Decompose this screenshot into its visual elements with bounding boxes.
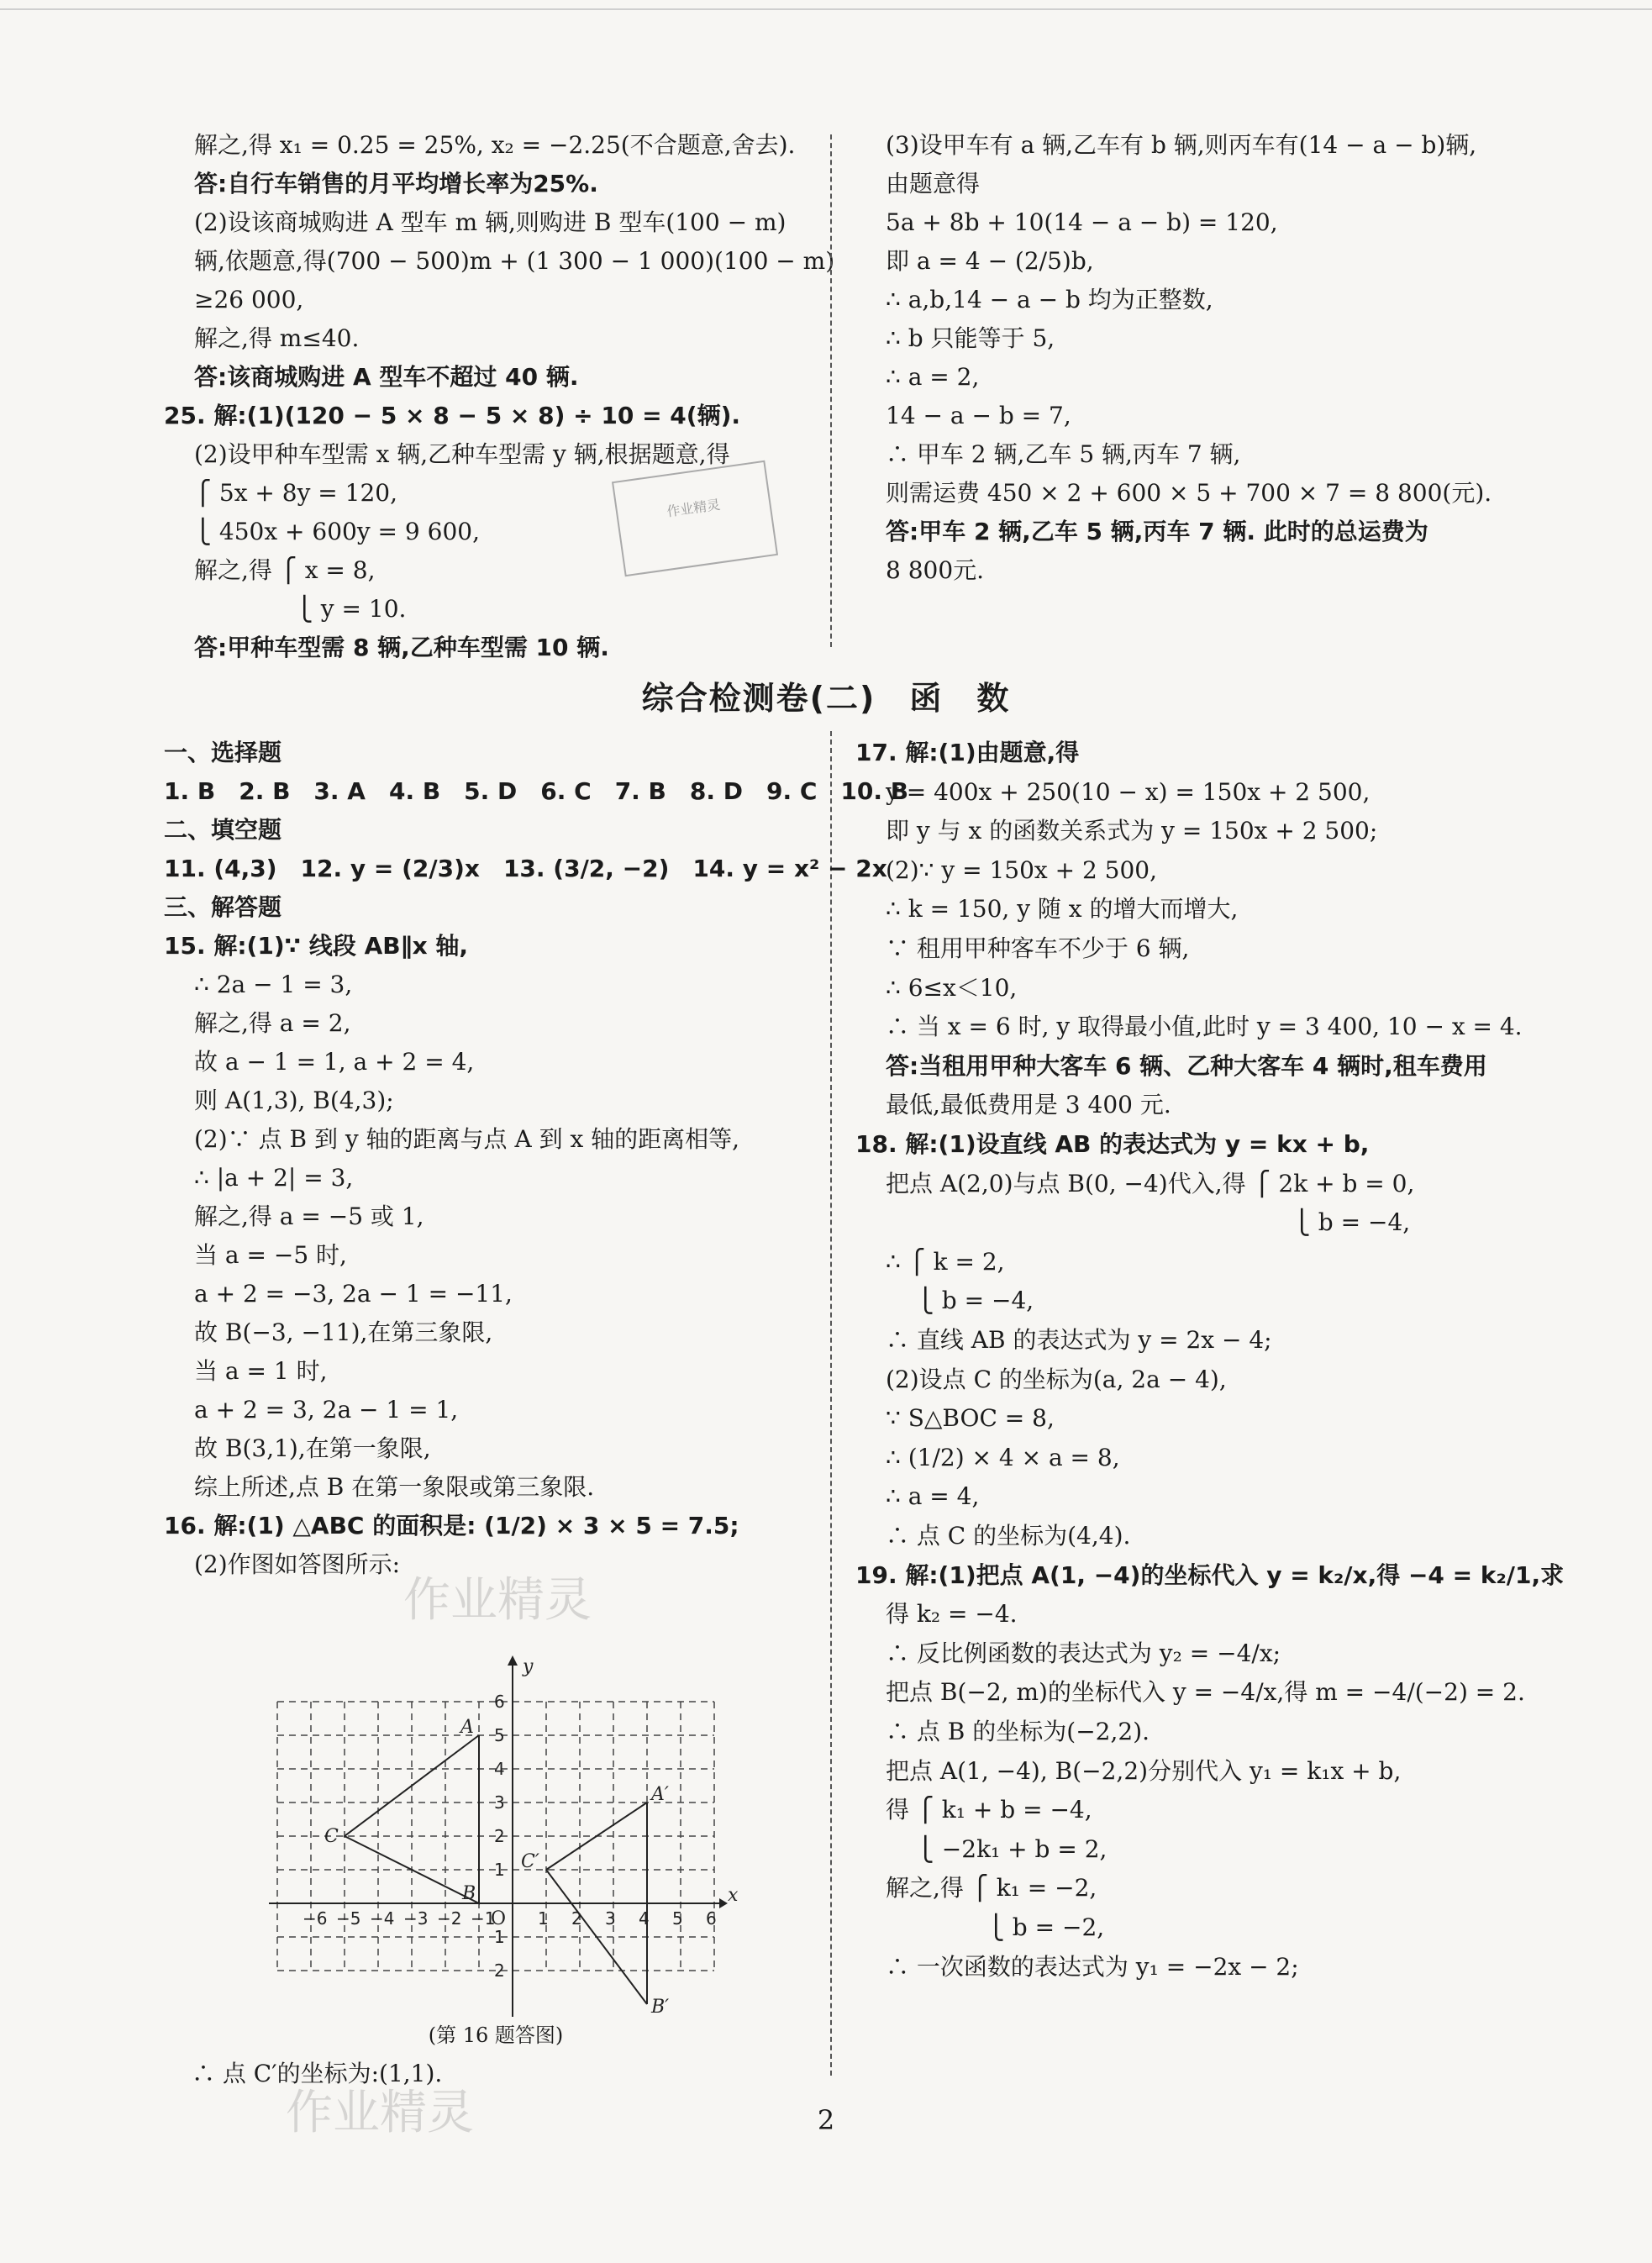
text-line: ∴ a,b,14 − a − b 均为正整数, xyxy=(886,286,1213,313)
text-line: 19. 解:(1)把点 A(1, −4)的坐标代入 y = k₂/x,得 −4 = k₂/1,求 xyxy=(855,1560,1565,1589)
text-line: ∴ (1/2) × 4 × a = 8, xyxy=(886,1443,1120,1471)
text-line: 答:当租用甲种大客车 6 辆、乙种大客车 4 辆时,租车费用 xyxy=(886,1051,1487,1080)
answer-c-prime: ∴ 点 C′的坐标为:(1,1). xyxy=(192,2060,443,2087)
label-B-prime: B′ xyxy=(651,1997,670,2018)
text-line: a + 2 = 3, 2a − 1 = 1, xyxy=(194,1396,459,1424)
text-line: 答:甲车 2 辆,乙车 5 辆,丙车 7 辆. 此时的总运费为 xyxy=(886,518,1428,545)
text-line: 1. B 2. B 3. A 4. B 5. D 6. C 7. B 8. D 9. C 10. B xyxy=(164,777,909,805)
text-line: (2)作图如答图所示: xyxy=(194,1550,401,1578)
page-top-rule xyxy=(0,8,1652,10)
label-B: B xyxy=(462,1883,476,1904)
text-line: 二、填空题 xyxy=(164,816,282,844)
text-line: 答:甲种车型需 8 辆,乙种车型需 10 辆. xyxy=(194,634,609,661)
y-tick-label: 2 xyxy=(494,1960,505,1981)
x-tick-label: 2 xyxy=(571,1908,582,1929)
y-axis-arrow xyxy=(508,1655,518,1666)
text-line: ∴ 2a − 1 = 3, xyxy=(194,971,353,998)
y-tick-label: 3 xyxy=(494,1792,505,1813)
text-line: 8 800元. xyxy=(886,556,985,584)
text-line: 答:自行车销售的月平均增长率为25%. xyxy=(194,170,598,197)
y-tick-label: 6 xyxy=(494,1692,505,1712)
text-line: ⎩ y = 10. xyxy=(194,595,407,623)
text-line: 故 B(3,1),在第一象限, xyxy=(194,1434,431,1462)
text-line: (2)设点 C 的坐标为(a, 2a − 4), xyxy=(886,1365,1227,1393)
text-line: 故 a − 1 = 1, a + 2 = 4, xyxy=(194,1048,475,1076)
text-line: ∴ 点 B 的坐标为(−2,2). xyxy=(886,1718,1150,1745)
top-column-divider xyxy=(830,134,832,647)
text-line: ∴ 反比例函数的表达式为 y₂ = −4/x; xyxy=(886,1639,1281,1667)
text-line: ∴ b 只能等于 5, xyxy=(886,324,1055,352)
y-tick-label: 2 xyxy=(494,1826,505,1846)
text-line: (2)∵ 点 B 到 y 轴的距离与点 A 到 x 轴的距离相等, xyxy=(194,1125,740,1153)
label-C-prime: C′ xyxy=(521,1851,539,1872)
text-line: 解之,得 a = −5 或 1, xyxy=(194,1203,424,1230)
bottom-column-divider xyxy=(830,731,832,2076)
figure-16 xyxy=(269,1655,739,2047)
text-line: 得 k₂ = −4. xyxy=(886,1600,1018,1629)
x-tick-label: −6 xyxy=(303,1908,328,1929)
text-line: 一、选择题 xyxy=(164,739,282,766)
text-line: ⎩ 450x + 600y = 9 600, xyxy=(194,518,480,545)
watermark-1: 作业精灵 xyxy=(403,1573,592,1628)
text-line: ⎩ b = −2, xyxy=(886,1913,1105,1941)
label-x: x xyxy=(728,1885,739,1906)
text-line: ∴ a = 4, xyxy=(886,1482,980,1511)
label-A: A xyxy=(460,1717,474,1738)
text-line: ∵ 租用甲种客车不少于 6 辆, xyxy=(886,934,1190,962)
x-tick-label: −2 xyxy=(437,1908,462,1929)
text-line: 最低,最低费用是 3 400 元. xyxy=(886,1091,1171,1119)
text-line: ∴ ⎧ k = 2, xyxy=(886,1247,1005,1276)
x-tick-label: 1 xyxy=(538,1908,549,1929)
x-tick-label: 5 xyxy=(672,1908,683,1929)
text-line: 即 y 与 x 的函数关系式为 y = 150x + 2 500; xyxy=(886,817,1378,845)
text-line: 解之,得 a = 2, xyxy=(194,1009,351,1037)
x-tick-label: 3 xyxy=(605,1908,616,1929)
x-tick-label: −5 xyxy=(336,1908,361,1929)
text-line: 三、解答题 xyxy=(164,893,282,921)
x-tick-label: 6 xyxy=(706,1908,717,1929)
text-line: ∴ 一次函数的表达式为 y₁ = −2x − 2; xyxy=(886,1952,1299,1981)
text-line: ⎧ 5x + 8y = 120, xyxy=(194,479,398,507)
text-line: 则 A(1,3), B(4,3); xyxy=(194,1087,394,1114)
x-tick-label: −1 xyxy=(471,1908,496,1929)
text-line: 综上所述,点 B 在第一象限或第三象限. xyxy=(194,1473,595,1501)
text-line: 16. 解:(1) △ABC 的面积是: (1/2) × 3 × 5 = 7.5; xyxy=(164,1512,739,1539)
text-line: ∴ 当 x = 6 时, y 取得最小值,此时 y = 3 400, 10 − x = 4. xyxy=(886,1013,1523,1041)
y-tick-label: 1 xyxy=(494,1927,505,1947)
text-line: ∴ |a + 2| = 3, xyxy=(194,1164,354,1192)
text-line: 把点 A(1, −4), B(−2,2)分别代入 y₁ = k₁x + b, xyxy=(886,1756,1402,1785)
stamp-logo xyxy=(612,460,778,576)
text-line: 15. 解:(1)∵ 线段 AB∥x 轴, xyxy=(164,932,469,960)
text-line: 解之,得 x₁ = 0.25 = 25%, x₂ = −2.25(不合题意,舍去). xyxy=(194,131,796,159)
text-line: ∴ a = 2, xyxy=(886,363,980,391)
label-C: C xyxy=(324,1826,339,1847)
text-line: ⎩ −2k₁ + b = 2, xyxy=(886,1834,1107,1863)
text-line: ∴ k = 150, y 随 x 的增大而增大, xyxy=(886,895,1239,924)
section-title: 综合检测卷(二) 函 数 xyxy=(641,680,1011,717)
x-tick-label: −3 xyxy=(403,1908,429,1929)
text-line: ⎩ b = −4, xyxy=(886,1208,1411,1237)
x-axis-arrow xyxy=(719,1898,728,1908)
text-line: 25. 解:(1)(120 − 5 × 8 − 5 × 8) ÷ 10 = 4(辆). xyxy=(164,402,741,429)
text-line: 17. 解:(1)由题意,得 xyxy=(855,739,1080,766)
text-line: 解之,得 ⎧ x = 8, xyxy=(194,556,376,584)
text-line: 故 B(−3, −11),在第三象限, xyxy=(194,1318,493,1346)
text-line: a + 2 = −3, 2a − 1 = −11, xyxy=(194,1280,513,1308)
text-line: 解之,得 m≤40. xyxy=(194,324,360,352)
label-A-prime: A′ xyxy=(651,1784,669,1805)
text-line: ∴ 6≤x＜10, xyxy=(886,973,1018,1002)
text-line: ∵ S△BOC = 8, xyxy=(886,1404,1055,1433)
text-line: 即 a = 4 − (2/5)b, xyxy=(886,247,1094,275)
x-tick-label: −4 xyxy=(370,1908,395,1929)
text-line: ∴ 点 C 的坐标为(4,4). xyxy=(886,1522,1131,1550)
label-origin: O xyxy=(491,1908,507,1929)
text-line: 辆,依题意,得(700 − 500)m + (1 300 − 1 000)(100 − m) xyxy=(194,247,835,275)
figure-caption: (第 16 题答图) xyxy=(428,2024,564,2047)
text-line: (2)设甲种车型需 x 辆,乙种车型需 y 辆,根据题意,得 xyxy=(194,440,730,468)
y-tick-label: 4 xyxy=(494,1759,505,1779)
text-line: 18. 解:(1)设直线 AB 的表达式为 y = kx + b, xyxy=(855,1130,1370,1158)
text-line: 得 ⎧ k₁ + b = −4, xyxy=(886,1796,1092,1824)
text-line: (2)∵ y = 150x + 2 500, xyxy=(886,855,1158,884)
page-number: 2 xyxy=(817,2104,835,2136)
coordinate-figure xyxy=(269,1655,739,2018)
text-line: 把点 A(2,0)与点 B(0, −4)代入,得 ⎧ 2k + b = 0, xyxy=(886,1169,1415,1197)
text-line: 由题意得 xyxy=(886,170,981,197)
text-line: ≥26 000, xyxy=(194,286,304,313)
y-tick-label: 1 xyxy=(494,1860,505,1880)
watermark-2: 作业精灵 xyxy=(286,2086,474,2140)
text-line: 当 a = 1 时, xyxy=(194,1357,328,1385)
text-line: ⎩ b = −4, xyxy=(886,1287,1034,1315)
y-tick-label: 5 xyxy=(494,1725,505,1745)
text-line: y = 400x + 250(10 − x) = 150x + 2 500, xyxy=(886,777,1371,806)
text-line: 5a + 8b + 10(14 − a − b) = 120, xyxy=(886,208,1278,236)
x-tick-label: 4 xyxy=(639,1908,650,1929)
text-line: 解之,得 ⎧ k₁ = −2, xyxy=(886,1874,1097,1902)
text-line: 答:该商城购进 A 型车不超过 40 辆. xyxy=(194,363,579,391)
text-line: 则需运费 450 × 2 + 600 × 5 + 700 × 7 = 8 800(元). xyxy=(886,479,1492,507)
text-line: (2)设该商城购进 A 型车 m 辆,则购进 B 型车(100 − m) xyxy=(194,208,787,236)
label-y: y xyxy=(523,1656,534,1677)
text-line: 当 a = −5 时, xyxy=(194,1241,347,1269)
text-line: 11. (4,3) 12. y = (2/3)x 13. (3/2, −2) 14. y = x² − 2x xyxy=(164,855,887,882)
text-line: 14 − a − b = 7, xyxy=(886,402,1071,429)
text-line: (3)设甲车有 a 辆,乙车有 b 辆,则丙车有(14 − a − b)辆, xyxy=(886,131,1477,159)
text-line: ∴ 直线 AB 的表达式为 y = 2x − 4; xyxy=(886,1326,1272,1354)
text-line: 把点 B(−2, m)的坐标代入 y = −4/x,得 m = −4/(−2) = 2. xyxy=(886,1678,1525,1707)
stamp-text: 作业精灵 xyxy=(666,496,722,520)
text-line: ∴ 甲车 2 辆,乙车 5 辆,丙车 7 辆, xyxy=(886,440,1241,468)
